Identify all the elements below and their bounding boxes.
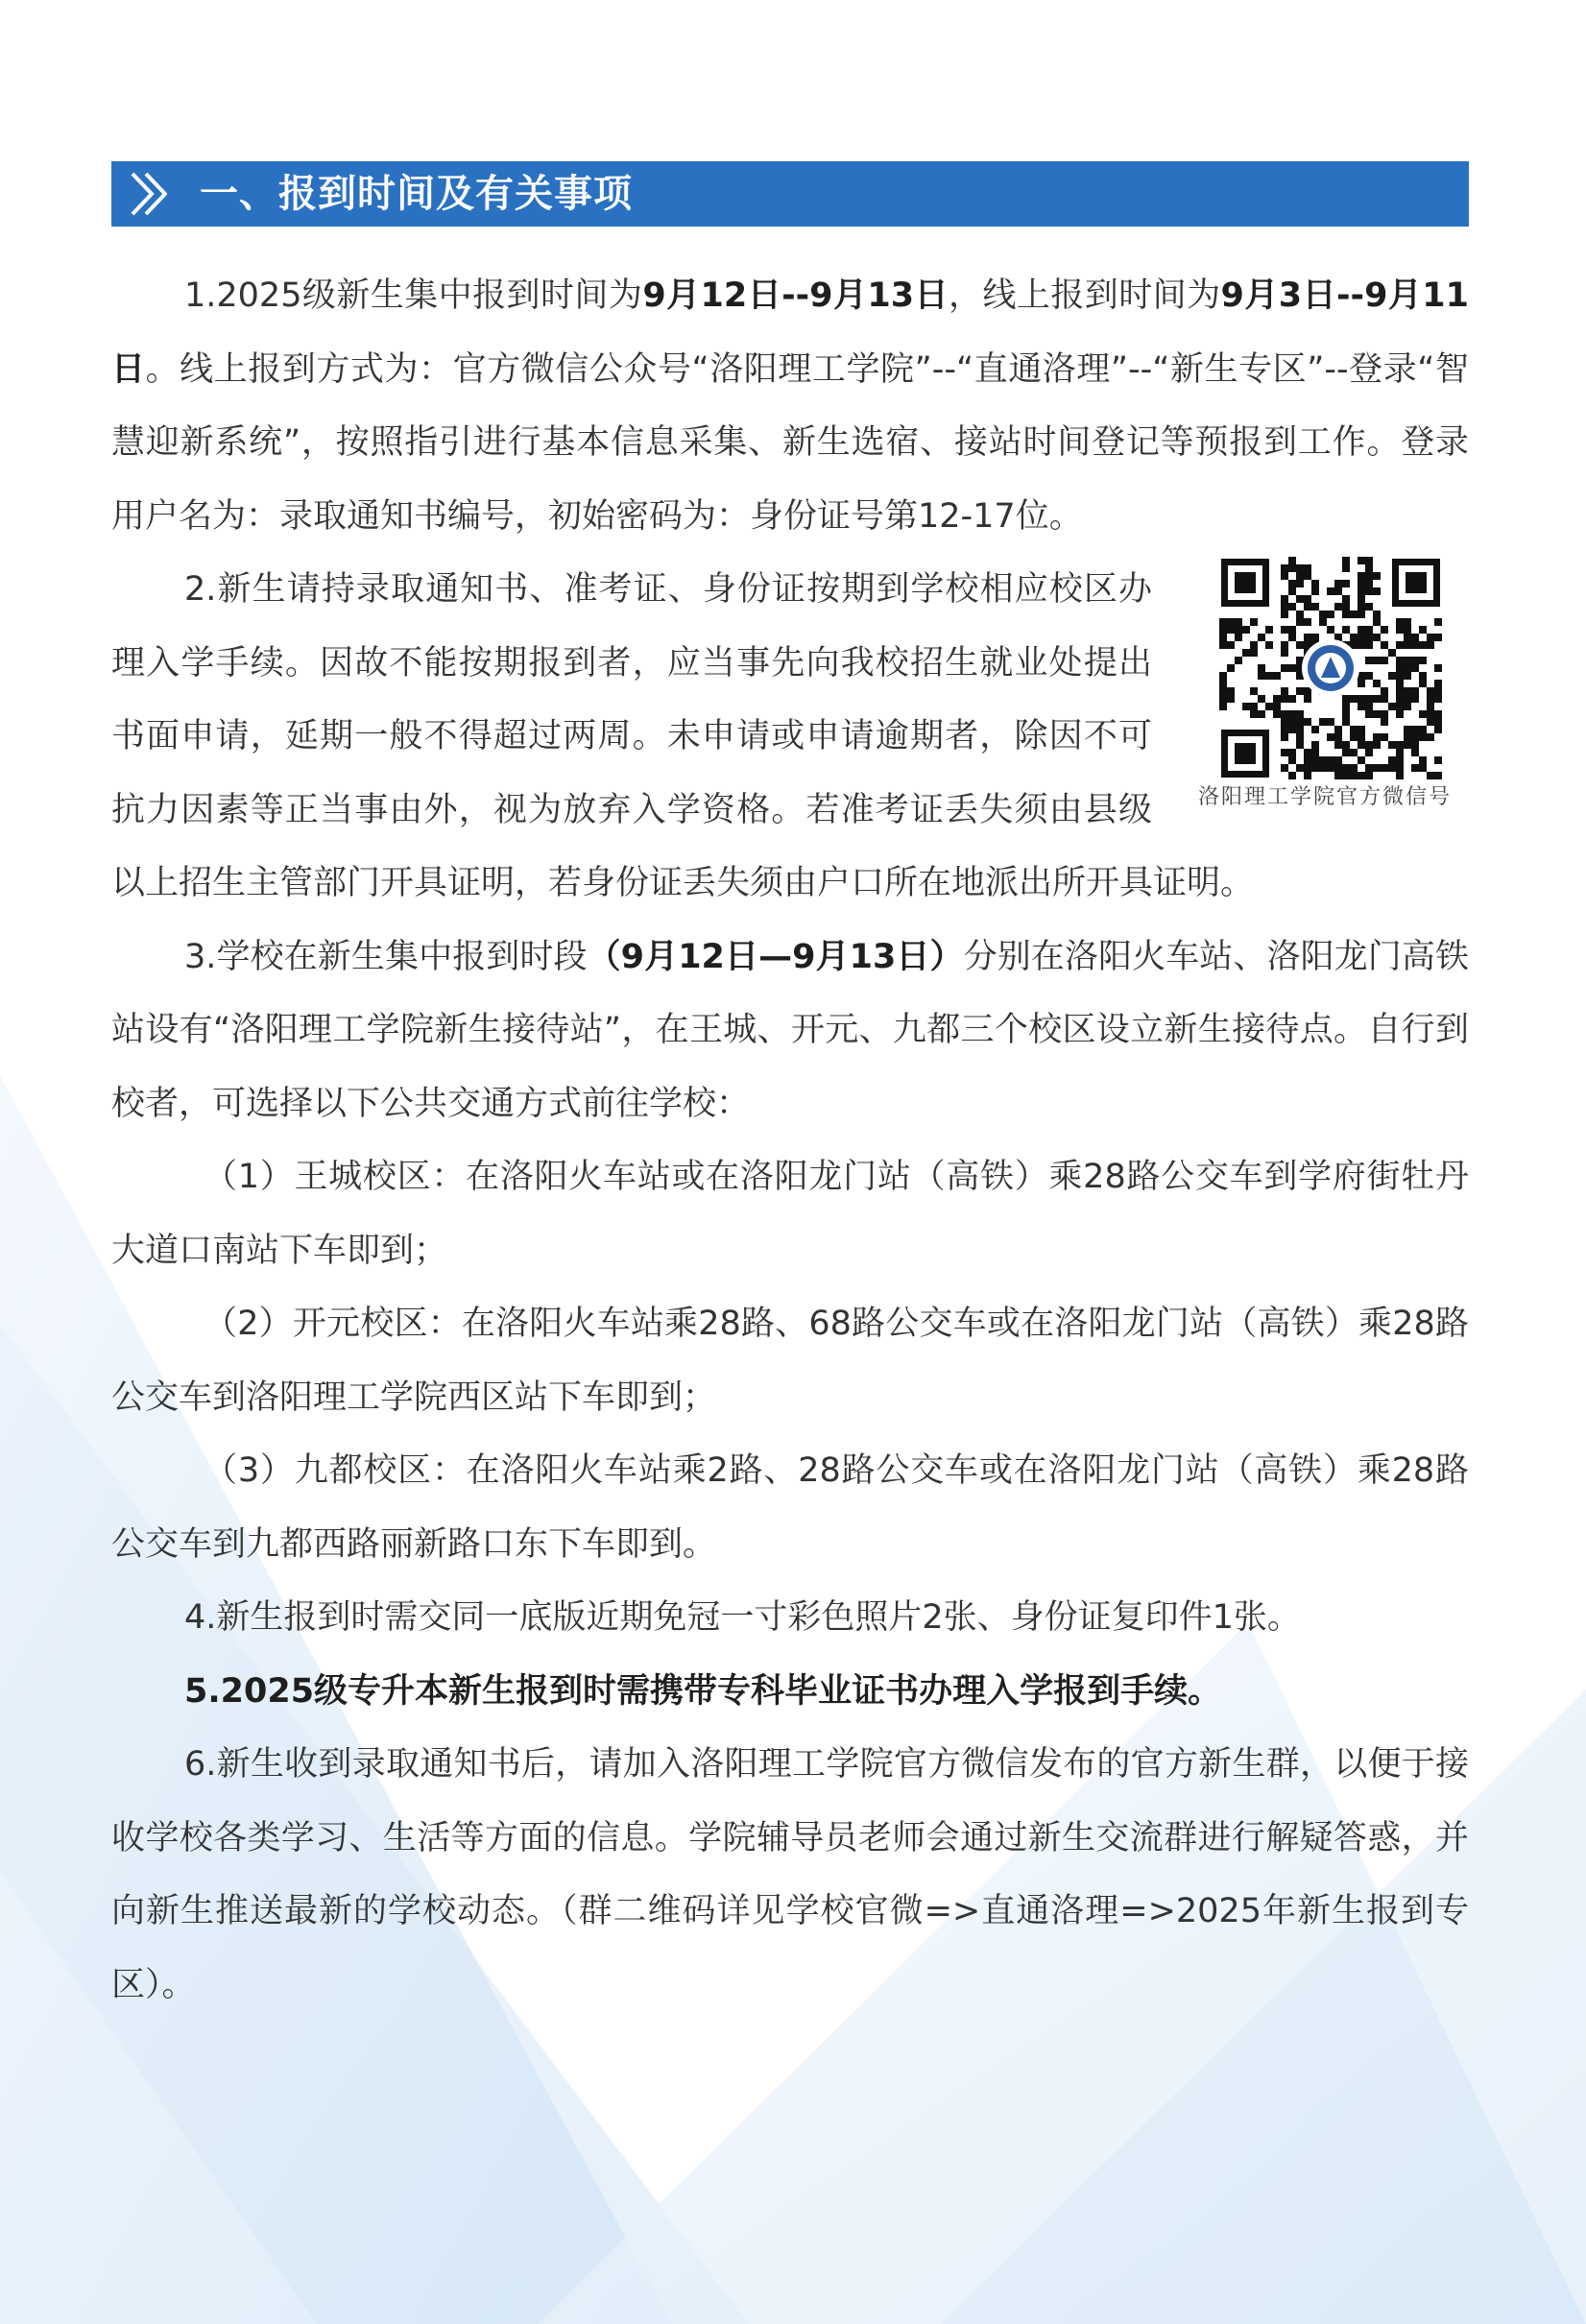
paragraph-2: 2.新生请持录取通知书、准考证、身份证按期到学校相应校区办理入学手续。因故不能按期报到者，应当事先向我校招生就业处提出书面申请，延期一般不得超过两周。未申请或申请逾期者，除因不可抗力因素等正当事由外，视为放弃入学资格。若准考证丢失须由县级以上招生主管部门开具证明，若身份证丢失须由户口所在地派出所开具证明。 bbox=[111, 570, 1255, 902]
p1-text-e: 。线上报到方式为：官方微信公众号“洛阳理工学院”--“直通洛理”--“新生专区”--登录“智慧迎新系统”，按照指引进行基本信息采集、新生选宿、接站时间登记等预报到工作。登录用户名为：录取通知书编号，初始密码为：身份证号第12-17位。 bbox=[111, 349, 1469, 536]
p1-onsite-dates: 9月12日--9月13日 bbox=[642, 276, 949, 315]
p3-text-c: 分别在洛阳火车站、洛阳龙门高铁站设有“洛阳理工学院新生接待站”，在王城、开元、九都三个校区设立新生接待点。自行到校者，可选择以下公共交通方式前往学校： bbox=[111, 937, 1469, 1123]
qr-caption: 洛阳理工学院官方微信号 bbox=[1197, 785, 1452, 809]
qr-code-image bbox=[1215, 553, 1446, 783]
p3-dates: （9月12日—9月13日） bbox=[587, 937, 964, 976]
paragraph-3 bbox=[111, 921, 1469, 1141]
chevron-right-icon bbox=[129, 170, 167, 218]
paragraph-1 bbox=[111, 259, 1469, 553]
route-jiudu: （3）九都校区：在洛阳火车站乘2路、28路公交车或在洛阳龙门站（高铁）乘28路公交车到九都西路丽新路口东下车即到。 bbox=[111, 1451, 1469, 1564]
p1-online-dates: 9月3日--9月11日 bbox=[111, 276, 1470, 389]
paragraph-4: 4.新生报到时需交同一底版近期免冠一寸彩色照片2张、身份证复印件1张。 bbox=[184, 1598, 1301, 1637]
p1-text-a: 1.2025级新生集中报到时间为 bbox=[184, 276, 643, 315]
route-wangcheng: （1）王城校区：在洛阳火车站或在洛阳龙门站（高铁）乘28路公交车到学府街牡丹大道口南站下车即到； bbox=[111, 1158, 1469, 1270]
qr-code-block bbox=[1181, 553, 1469, 831]
paragraph-6: 6.新生收到录取通知书后，请加入洛阳理工学院官方微信发布的官方新生群，以便于接收学校各类学习、生活等方面的信息。学院辅导员老师会通过新生交流群进行解疑答惑，并向新生推送最新的学校动态。（群二维码详见学校官微=>直通洛理=>2025年新生报到专区）。 bbox=[111, 1745, 1469, 2004]
p3-text-a: 3.学校在新生集中报到时段 bbox=[184, 937, 588, 976]
section-header bbox=[111, 161, 1469, 227]
p1-text-c: ，线上报到时间为 bbox=[949, 276, 1221, 315]
section-title: 一、报到时间及有关事项 bbox=[200, 172, 633, 216]
document-body bbox=[111, 259, 1469, 2022]
paragraph-5: 5.2025级专升本新生报到时需携带专科毕业证书办理入学报到手续。 bbox=[184, 1671, 1222, 1711]
route-kaiyuan: （2）开元校区：在洛阳火车站乘28路、68路公交车或在洛阳龙门站（高铁）乘28路公交车到洛阳理工学院西区站下车即到； bbox=[111, 1305, 1469, 1417]
